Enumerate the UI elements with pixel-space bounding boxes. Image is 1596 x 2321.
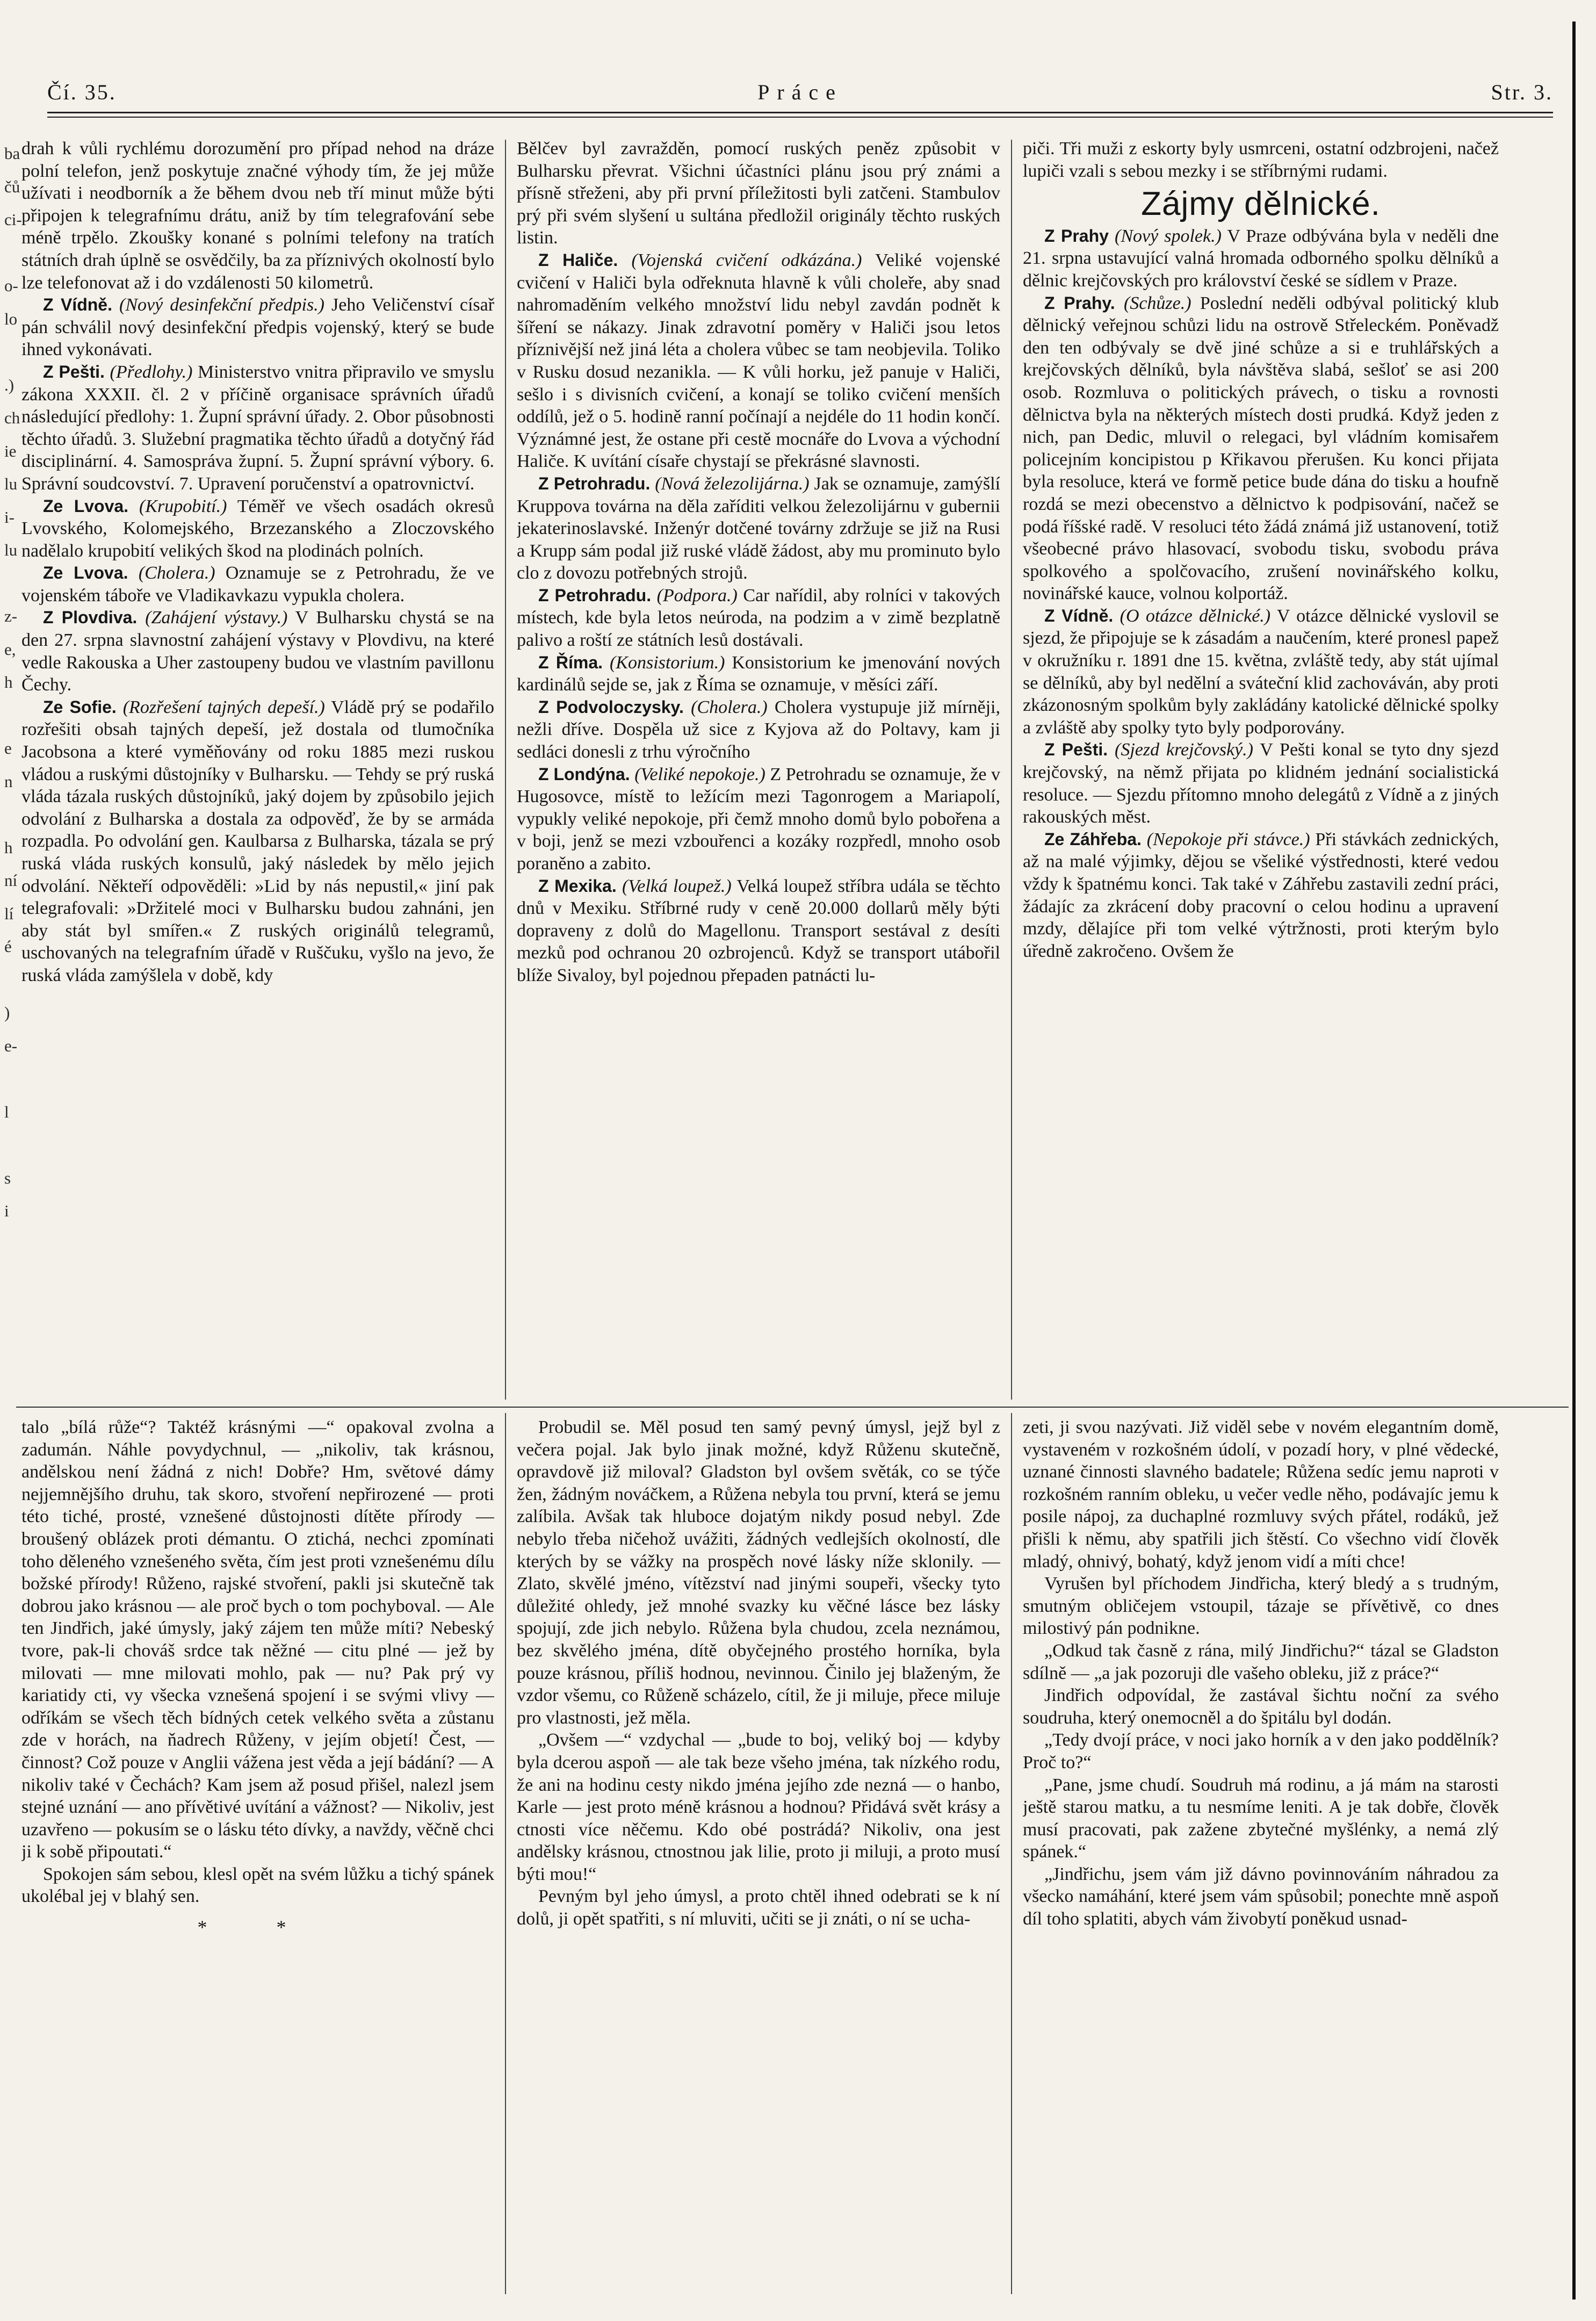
- news-column-2: [517, 138, 1000, 1400]
- dateline-subtitle: (Schůze.): [1123, 293, 1191, 313]
- dateline-heading: Ze Lvova.: [43, 496, 129, 516]
- paragraph-text: V Bulharsku chystá se na den 27. srpna slavnostní zahájení výstavy v Plovdivu, na které vedle Rakouska a Uher zastoupeny budou ve vlastním pavillonu Čechy.: [21, 608, 494, 695]
- paragraph-text: Jak se oznamuje, zamýšlí Kruppova továrna na děla zaříditi velkou železolijárnu v gubernii jekaterinoslavské. Inženýr dotčené továrny zdržuje se již na Rusi a Krupp sám podal již ruské vládě žádost, aby mu prominuto bylo clo z dovozu potřebných strojů.: [517, 473, 1000, 583]
- paragraph-text: Poslední neděli odbýval politický klub dělnický veřejnou schůzi lidu na ostrově Střeleckém. Poněvadž den ten odbývaly se dvě jiné schůze a si e truhlářských a krejčovských dělníků, byla návštěva slabá, sešloť se asi 200 osob. Rozmluva o politických právech, o tisku a rovnosti dělnictva byla na některých místech dosti prudká. Když jeden z nich, pan Dedic, mluvil o relegaci, byl vládním komisařem policejním koncipistou p Křikavou přerušen. Ku konci přijata byla resoluce, která ve formě petice bude dána do tisku a houfně rozdá se mezi obecenstvo a dělnictvo k podpisování, načež se podá říšské radě. V resoluci této žádá známá již ustanovení, totiž všeobecné právo hlasovací, svobodu tisku, svobodu práva spolkového a spolčovacího, zrušení novinářského kolku, novinářské kauce, volnou kolportáž.: [1023, 293, 1499, 604]
- dateline-subtitle: (Cholera.): [138, 563, 215, 583]
- cropped-fragment: [4, 567, 17, 600]
- paragraph-text: Cholera vystupuje již mírněji, nežli dříve. Dospěla už sice z Kyjova až do Poltavy, kam ji sedláci donesli z trhu výročního: [517, 697, 1000, 762]
- cropped-fragment: ní: [4, 871, 18, 890]
- news-paragraph: [21, 495, 494, 563]
- cropped-fragment: [4, 1128, 17, 1162]
- story-paragraph: [1023, 1684, 1499, 1729]
- dateline-subtitle: (Konsistorium.): [609, 652, 725, 673]
- paragraph-text: V Pešti konal se tyto dny sjezd krejčovský, na němž přijata po klidném jednání socialistická resoluce. — Sjezdu přítomno mnoho delegátů z Vídně a z jiných rakouských měst.: [1023, 740, 1499, 827]
- paragraph-text: V Praze odbývána byla v neděli dne 21. srpna ustavující valná hromada odborného spolku dělníků a dělnic krejčovských pro království české se sídlem v Praze.: [1023, 226, 1499, 291]
- cropped-fragment: [4, 1228, 17, 1261]
- dateline-subtitle: (Rozřešení tajných depeší.): [122, 697, 325, 717]
- paragraph-text: drah k vůli rychlému dorozumění pro případ nehod na dráze polní telefon, jenž poskytuje značné výhody tím, že jej může užívati i neodborník a že během dvou neb tří minut může býti připojen k telegrafnímu drátu, aniž by tím telegrafování sebe méně trpělo. Zkoušky konané s polními telefony na tratích státních drah úplně se osvědčily, ba za příznivých okolností bylo lze telefonovat až i do vzdálenosti 50 kilometrů.: [21, 139, 494, 293]
- paragraph-text: „Pane, jsme chudí. Soudruh má rodinu, a já mám na starosti ještě starou matku, a tu nesmíme leniti. A je tak dobře, člověk musí pracovati, pak zažene zbytečné myšlénky, a nemá zlý spánek.“: [1023, 1775, 1499, 1862]
- news-paragraph: [517, 875, 1000, 987]
- dateline-heading: Z Prahy.: [1044, 293, 1115, 313]
- column-rule: [505, 140, 506, 1400]
- news-paragraph: [517, 473, 1000, 585]
- news-paragraph: [1023, 138, 1499, 182]
- column-rule: [1011, 140, 1012, 1400]
- cropped-fragment: [4, 335, 17, 369]
- news-paragraph: [517, 138, 1000, 249]
- dateline-heading: Z Plovdiva.: [43, 608, 138, 628]
- paragraph-text: „Ovšem —“ vzdychal — „bude to boj, veliký boj — kdyby byla dcerou aspoň — ale tak beze všeho jména, tak nízkého rodu, že ani na hodinu cesty nikdo jména jejího zde nezná — o hanbo, Karle — jest proto méně krásnou a hodnou? Přidává svět krásy a ctnosti více něčemu. Kdo obé postrádá? Nikoliv, ona jest andělsky krásnou, ctnostnou jak lilie, proto ji miluji, a proto musí býti mou!“: [517, 1730, 1000, 1884]
- news-paragraph: [517, 763, 1000, 875]
- news-paragraph: [21, 696, 494, 987]
- cropped-fragment: [4, 699, 17, 732]
- news-paragraph: [21, 607, 494, 696]
- paragraph-text: V otázce dělnické vyslovil se sjezd, že připojuje se k zásadám a naučením, které pronesl papež v okružníku r. 1891 dne 15. května, zvláště tedy, aby stát ujímal se dělníků, aby byl nedělní a sváteční klid zachováván, aby proti zkázonosným spolkům byly zakládány katolické dělnické spolky a zvláště aby spolky tyto byly podporovány.: [1023, 606, 1499, 738]
- paragraph-text: Oznamuje se z Petrohradu, že ve vojenském táboře ve Vladikavkazu vypukla cholera.: [21, 563, 494, 606]
- news-paragraph: [21, 562, 494, 607]
- newspaper-title: Práce: [757, 80, 843, 104]
- story-paragraph: [1023, 1416, 1499, 1573]
- cropped-fragment: .): [4, 375, 15, 394]
- issue-number: Čí. 35.: [47, 80, 117, 104]
- section-title: Zájmy dělnické.: [1141, 185, 1381, 223]
- dateline-heading: Z Haliče.: [538, 250, 618, 270]
- paragraph-text: „Odkud tak časně z rána, milý Jindřichu?“ tázal se Gladston sdílně — „a jak pozoruji dle vašeho obleku, již z práce?“: [1023, 1640, 1499, 1683]
- cropped-fragment: n: [4, 772, 13, 791]
- feuilleton-column-2: [517, 1416, 1000, 2276]
- dateline-subtitle: (Sjezd krejčovský.): [1115, 740, 1253, 760]
- dateline-subtitle: (Vojenská cvičení odkázána.): [631, 250, 862, 270]
- paragraph-text: zeti, ji svou nazývati. Již viděl sebe v novém elegantním domě, vystaveném v rozkošném údolí, v pozadí hory, v plné vědecké, uznané činnosti slavného badatele; Růžena sedíc jemu naproti v rozkošném ranním obleku, u večer vedle něho, podávajíc jemu k posile nápoj, za duchaplné rozmluvy svých přátel, rodáků, jež přišli k němu, aby spatřili jich štěstí. Co všechno vidí člověk mladý, ohnivý, bohatý, když jenom vidí a míti chce!: [1023, 1417, 1499, 1572]
- dateline-heading: Z Pešti.: [1044, 740, 1108, 760]
- news-paragraph: [517, 696, 1000, 763]
- dateline-subtitle: (Velká loupež.): [622, 876, 732, 896]
- news-paragraph: [1023, 225, 1499, 292]
- dateline-heading: Ze Sofie.: [43, 697, 117, 717]
- cropped-fragment: ie: [4, 441, 17, 460]
- paragraph-text: Car nařídil, aby rolníci v takových místech, kde byla letos neúroda, na podzim a v zimě bezplatně palivo a roští ze státních lesů dostávali.: [517, 585, 1000, 651]
- cropped-fragment: é: [4, 937, 12, 956]
- dateline-heading: Z Vídně.: [43, 295, 112, 315]
- column-rule: [505, 1413, 506, 2294]
- story-paragraph: [21, 1863, 494, 1908]
- dateline-subtitle: (Nový desinfekční předpis.): [119, 295, 324, 315]
- paragraph-text: Téměř ve všech osadách okresů Lvovského, Kolomejského, Brzezanského a Zloczovského nadělalo krupobití velikých škod na plodinách polních.: [21, 496, 494, 561]
- dateline-heading: Z Petrohradu.: [538, 585, 652, 605]
- dateline-heading: Ze Lvova.: [43, 563, 128, 583]
- cropped-fragment: [4, 1294, 17, 1327]
- paragraph-text: Vládě prý se podařilo rozřešiti obsah tajných depeší, jež dostala od tlumočníka Jacobsona a které vyměňovány od roku 1885 mezi ruskou vládou a ruskými důstojníky v Bulharsku. — Tehdy se prý ruská vláda tázala ruských důstojníků, jaký dojem by způsobilo jejich odvolání z Bulharska a dostala za odpověď, že by se armáda rozpadla. Po odvolání gen. Kaulbarsa z Bulharska, tázala se prý ruská vláda ruských konsulů, jaký následek by mělo jejich odvolání. Někteří odpověděli: »Lid by nás nepustil,« jiní pak telegrafovali: »Držitelé moci v Bulharsku budou zahnáni, jen aby stát byl smířen.« Z ruských originálů telegramů, uschovaných na telegrafním úřadě v Ruščuku, vyšlo na jevo, že ruská vláda zamýšlela v době, kdy: [21, 697, 494, 985]
- dateline-subtitle: (Veliké nepokoje.): [634, 764, 765, 784]
- dateline-heading: Ze Záhřeba.: [1044, 829, 1142, 849]
- cropped-fragment: h: [4, 838, 13, 857]
- cropped-fragment: [4, 236, 17, 270]
- news-paragraph: [1023, 739, 1499, 828]
- paragraph-text: talo „bílá růže“? Taktéž krásnými —“ opakoval zvolna a zadumán. Náhle povydychnul, — „nikoliv, tak krásnou, andělskou není žádná z nich! Dobře? Hm, světové dámy nejjemnějšího druhu, tak skoro, stvoření nepřirozené — proti této tiché, prosté, vznešené důstojnosti dítěte přírody — broušený oblázek proti démantu. O ztichá, nechci zpomínati toho děleného vznešeného světa, čím jest proti vznešenému dílu božské přírody! Růženo, rajské stvoření, pakli jsi skutečně tak dobrou jako krásnou — ale proč bych o tom pochyboval. — Ale ten Jindřich, jaké úmysly, jaký zájem ten může míti? Nebeský tvore, pak-li chováš srdce tak něžné — citu plné — jež by milovati — mne milovati mohlo, pak — nu? Pak prý vy kariatidy cti, vy všecka vznešená spojení i se svými vlivy — odříkám se všech těch bídných cetek velkého světa a zůstanu zde v horách, na ňadrech Růženy, v jejím objetí! Čest, — činnost? Což pouze v Anglii vážena jest věda a její bádání? — A nikoliv také v Čechách? Kam jsem až posud přišel, nalezl jsem stejné uznání — ano přívětivé uvítání a vážnost? — Nikoliv, jest uzavřeno — pokusím se o lásku této dívky, a navždy, věčně chci ji k sobě připoutati.“: [21, 1417, 494, 1862]
- cropped-fragment: l: [4, 1102, 9, 1121]
- cropped-fragment: čů: [4, 177, 20, 196]
- story-paragraph: [1023, 1640, 1499, 1684]
- paragraph-text: Při stávkách zednických, až na malé výjimky, dějou se všeliké výstřednosti, které vedou vždy k špatnému konci. Tak také v Záhřebu zastavili zední práci, žádajíc za zkrácení doby pracovní o celou hodinu a upravení mzdy, dělajíce při tom velké výtržnosti, proti kterým bylo úředně zakročeno. Ovšem že: [1023, 829, 1499, 961]
- paragraph-text: Bělčev byl zavražděn, pomocí ruských peněz způsobit v Bulharsku převrat. Všichni účastníci plánu jsou prý známi a přísně střeženi, aby při první příležitosti byli zatčeni. Stambulov prý při svém slyšení u sultána předložil originály těchto ruských listin.: [517, 139, 1000, 248]
- section-divider: [16, 1407, 1569, 1408]
- news-paragraph: [21, 361, 494, 495]
- dateline-heading: Z Pešti.: [43, 362, 105, 381]
- dateline-heading: Z Londýna.: [538, 764, 630, 784]
- paragraph-text: Jeho Veličenství císař pán schválil nový desinfekční předpis vojenský, který se bude ihned vykonávati.: [21, 295, 494, 360]
- cropped-fragment: lu: [4, 474, 18, 493]
- cropped-fragment: lí: [4, 904, 14, 923]
- dateline-heading: Z Mexika.: [538, 876, 617, 896]
- paragraph-text: Vyrušen byl příchodem Jindřicha, který bledý a s trudným, smutným obličejem vstoupil, tázaje se přívětivě, co dnes milostivý pán podnikne.: [1023, 1574, 1499, 1639]
- dateline-subtitle: (Zahájení výstavy.): [145, 608, 288, 628]
- dateline-subtitle: (O otázce dělnické.): [1120, 606, 1271, 626]
- paragraph-text: Velká loupež stříbra udála se těchto dnů v Mexiku. Stříbrné rudy v ceně 20.000 dollarů měly býti dopraveny z dolů do Magellonu. Transport sestával z desíti mezků pod ochranou 20 ozbrojenců. Když se transport utábořil blíže Sivaloy, byl pojednou přepaden patnácti lu-: [517, 876, 1000, 985]
- dateline-heading: Z Prahy: [1044, 226, 1109, 246]
- news-paragraph: [21, 138, 494, 294]
- dateline-subtitle: (Podpora.): [656, 585, 738, 606]
- column-rule: [1011, 1413, 1012, 2294]
- news-paragraph: [517, 652, 1000, 696]
- paragraph-text: „Jindřichu, jsem vám již dávno povinnováním náhradou za všecko namáhání, které jsem vám spůsobil; ponechte mně aspoň díl toho splatiti, abych vám živobytí poněkud usnad-: [1023, 1864, 1499, 1929]
- paragraph-text: Konsistorium ke jmenování nových kardinálů sejde se, jak z Říma se oznamuje, v měsíci září.: [517, 652, 1000, 695]
- news-paragraph: [517, 585, 1000, 652]
- news-paragraph: [517, 249, 1000, 473]
- dateline-subtitle: (Krupobití.): [139, 496, 227, 516]
- dateline-heading: Z Říma.: [538, 652, 603, 672]
- dateline-subtitle: (Předlohy.): [110, 362, 193, 382]
- section-stars: * *: [197, 1916, 319, 1938]
- page-border: [1572, 21, 1576, 2300]
- story-paragraph: [1023, 1573, 1499, 1640]
- paragraph-text: „Tedy dvojí práce, v noci jako horník a v den jako poddělník? Proč to?“: [1023, 1730, 1499, 1772]
- paragraph-text: Veliké vojenské cvičení v Haliči byla odřeknuta hlavně k vůli choleře, aby snad nahromaděním velkého množství lidu nebyl zavdán podnět k šíření se nákazy. Jinak zdravotní poměry v Haliči jsou letos příznivější než jiná léta a cholera vůbec se tam neobjevila. Toliko v Rusku dosud nezanikla. — K vůli horku, jež panuje v Haliči, sešlo i s divisních cvičení, a konají se toliko cvičení menších oddílů, jež o 5. hodině ranní počínají a nejdéle do 11 hodin končí. Význámné jest, že ostane při cestě mocnáře do Lvova a východní Haliče. K uvítání císaře chystají se překrásné slavnosti.: [517, 250, 1000, 472]
- story-paragraph: [517, 1885, 1000, 1930]
- cropped-fragment: [4, 1260, 17, 1294]
- paragraph-text: Ministerstvo vnitra připravilo ve smyslu zákona XXXII. čl. 2 v příčině organisace správních úřadů následující předlohy: 1. Župní správní úřady. 2. Obor působnosti těchto úřadů. 3. Služební pragmatika těchto úřadů a dotyčný řád disciplinární. 4. Samospráva župní. 5. Župní správní výbory. 6. Správní soudcovství. 7. Upravení poručenství a opatrovnictví.: [21, 362, 494, 494]
- cropped-fragment: lo: [4, 309, 18, 328]
- news-column-3: [1023, 138, 1499, 1400]
- page-number: Str. 3.: [1491, 80, 1553, 104]
- paragraph-text: Probudil se. Měl posud ten samý pevný úmysl, jejž byl z večera pojal. Jak bylo jinak možné, když Růženu skutečně, opravdově již miloval? Gladston byl ovšem světák, co se týče žen, žádným nováčkem, a Růžena nebyla tou první, která se jemu zalíbila. Avšak tak hluboce dojatým nikdy posud nebyl. Zde nebylo třeba ničehož uvážiti, žádných vedlejších okolností, dle kterých by se vážky na prospěch nové lásky níže sklonily. — Zlato, skvělé jméno, vítězství nad jinými soupeři, všecky tyto důležité ohledy, jež mnohé svazky ku věčné lásce bez lásky spojují, zde jich nebylo. Růžena byla chudou, zcela neznámou, bez skvělého jména, dítě obyčejného prostého horníka, byla pouze krásnou, příliš hodnou, nevinnou. Činilo jej blaženým, že vzdor všemu, co Růženě scházelo, cítil, že ji miluje, přece miluje pro vlastnosti, jež měla.: [517, 1417, 1000, 1728]
- paragraph-text: piči. Tři muži z eskorty byly usmrceni, ostatní odzbrojeni, načež lupiči vzali s sebou mezky i se stříbrnými rudami.: [1023, 139, 1499, 181]
- cropped-fragment: [4, 963, 17, 997]
- cropped-fragment: s: [4, 1168, 11, 1187]
- news-paragraph: [21, 294, 494, 361]
- cropped-fragment: i-: [4, 507, 15, 527]
- cropped-fragment: [4, 1062, 17, 1095]
- cropped-fragment: ): [4, 1003, 10, 1022]
- news-column-1: [21, 138, 494, 1400]
- news-paragraph: [1023, 828, 1499, 963]
- header-rule: [47, 112, 1553, 118]
- paragraph-text: Z Petrohradu se oznamuje, že v Hugosovce, místě to ležícím mezi Tagonrogem a Mariapolí, vypukly veliké nepokoje, při čemž mnoho domů bylo pobořena a v boji, jenž se mezi vzbouřenci a kozáky rozpředl, mnoho osob poraněno a zabito.: [517, 764, 1000, 874]
- story-paragraph: [1023, 1729, 1499, 1774]
- story-paragraph: [1023, 1774, 1499, 1863]
- page-header: [47, 75, 1553, 113]
- dateline-heading: Z Petrohradu.: [538, 473, 651, 493]
- paragraph-text: Jindřich odpovídal, že zastával šichtu noční za svého soudruha, který onemocněl a do špitálu byl dodán.: [1023, 1685, 1499, 1728]
- cropped-fragment: e-: [4, 1036, 18, 1055]
- cropped-fragment: [4, 798, 17, 831]
- story-paragraph: [1023, 1863, 1499, 1930]
- cropped-fragment: e,: [4, 639, 16, 659]
- dateline-subtitle: (Nepokoje při stávce.): [1146, 829, 1310, 849]
- feuilleton-column-1: [21, 1416, 494, 2276]
- left-edge-fragments: [4, 137, 22, 1327]
- cropped-fragment: e: [4, 739, 12, 758]
- story-paragraph: [517, 1729, 1000, 1885]
- paragraph-text: Spokojen sám sebou, klesl opět na svém lůžku a tichý spánek ukolébal jej v blahý sen.: [21, 1864, 494, 1907]
- cropped-fragment: ch: [4, 408, 20, 427]
- paragraph-text: Pevným byl jeho úmysl, a proto chtěl ihned odebrati se k ní dolů, ji opět spatřiti, s ní mluviti, učiti se ji znáti, o ní se ucha-: [517, 1886, 1000, 1929]
- cropped-fragment: ba: [4, 144, 20, 163]
- feuilleton-column-3: [1023, 1416, 1499, 2276]
- cropped-fragment: lu: [4, 540, 18, 559]
- cropped-fragment: i: [4, 1201, 9, 1220]
- dateline-subtitle: (Nový spolek.): [1115, 226, 1222, 246]
- cropped-fragment: z-: [4, 607, 18, 625]
- dateline-heading: Z Vídně.: [1044, 606, 1114, 625]
- story-paragraph: [21, 1416, 494, 1863]
- dateline-heading: Z Podvoloczysky.: [538, 697, 684, 717]
- dateline-subtitle: (Nová železolijárna.): [655, 473, 810, 494]
- cropped-fragment: ci-: [4, 210, 22, 229]
- news-paragraph: [1023, 605, 1499, 739]
- dateline-subtitle: (Cholera.): [691, 697, 768, 717]
- news-paragraph: [1023, 292, 1499, 605]
- cropped-fragment: o-: [4, 276, 18, 295]
- cropped-fragment: h: [4, 673, 13, 691]
- story-paragraph: [517, 1416, 1000, 1729]
